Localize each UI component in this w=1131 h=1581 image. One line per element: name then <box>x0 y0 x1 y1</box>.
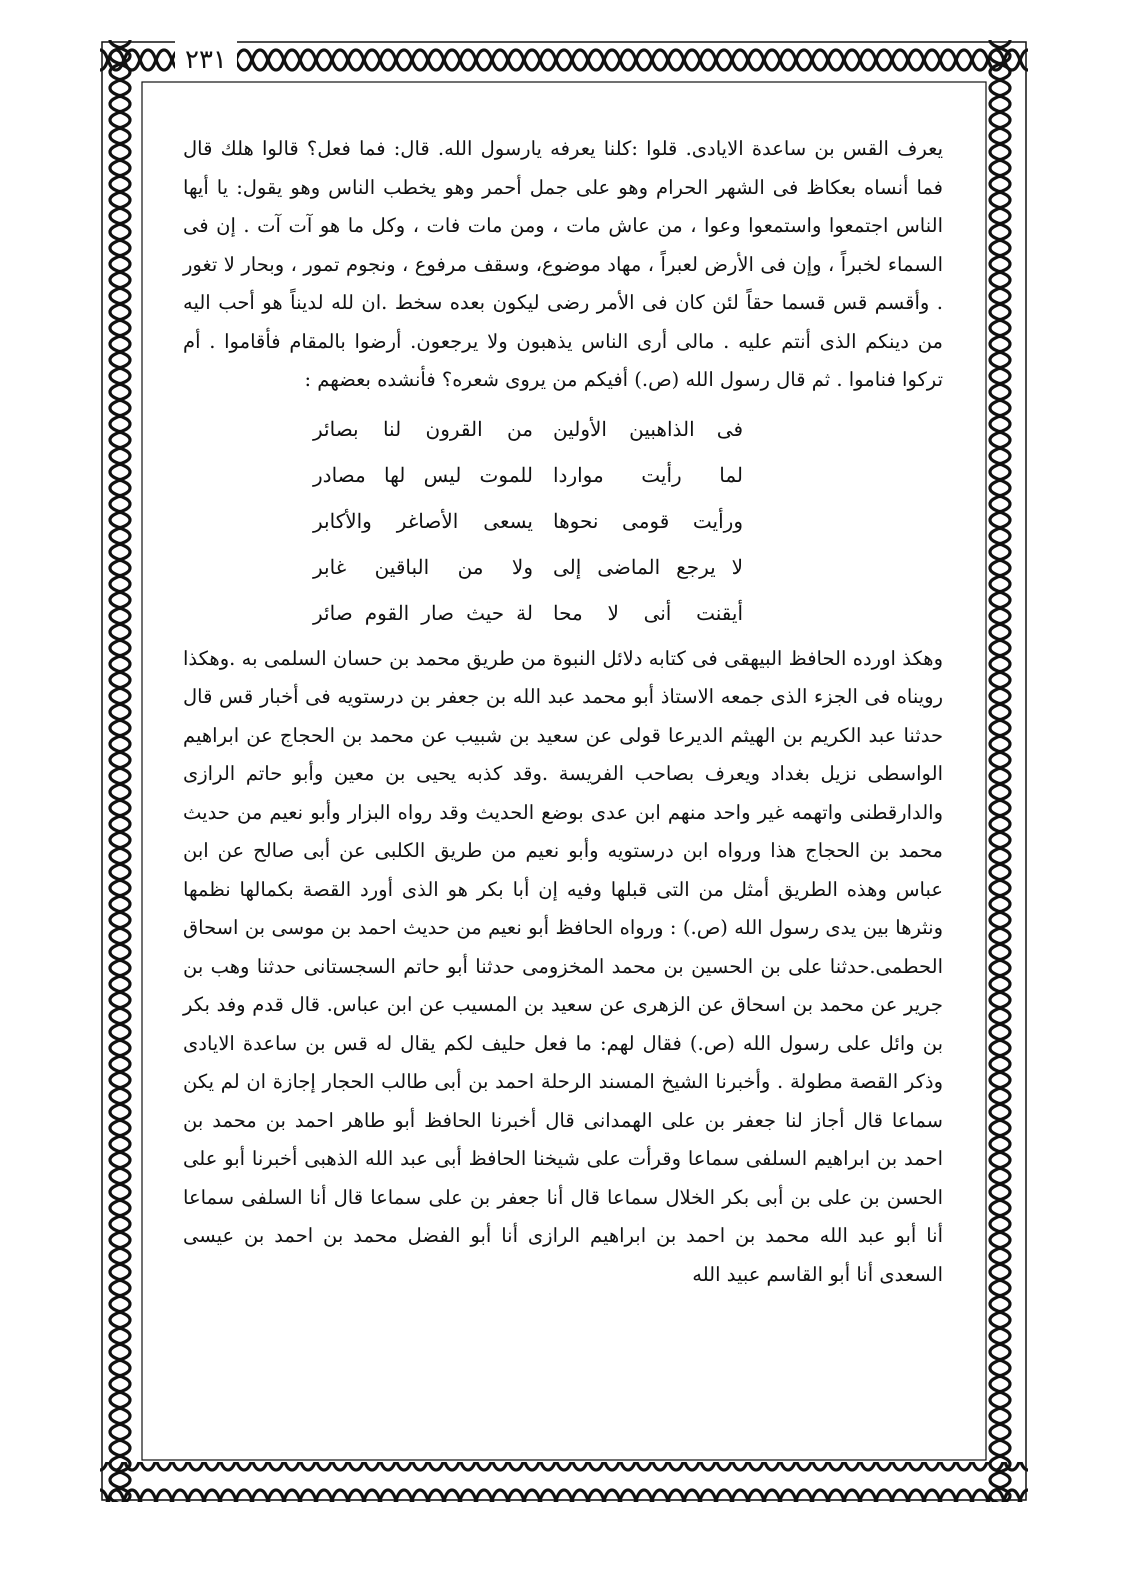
verse-second-hemistich: ولا من الباقين غابر <box>313 554 533 579</box>
poem-verse <box>183 590 743 636</box>
poem-verse <box>183 452 743 498</box>
poem <box>183 406 943 636</box>
verse-first-hemistich: ورأيت قومى نحوها <box>553 508 743 533</box>
body-paragraph: وهكذ اورده الحافظ البيهقى فى كتابه دلائل النبوة من طريق محمد بن حسان السلمى به .وهكذا رويناه فى الجزء الذى جمعه الاستاذ أبو محمد عبد الله بن جعفر بن درستويه فى أخبار قس قال حدثنا عبد الكريم بن الهيثم الديرعا قولى عن سعيد بن شبيب عن محمد بن الحجاج عن ابراهيم الواسطى نزيل بغداد ويعرف بصاحب الفريسة .وقد كذبه يحيى بن معين وأبو حاتم الرازى والدارقطنى واتهمه غير واحد منهم ابن عدى بوضع الحديث وقد رواه البزار وأبو نعيم من حديث محمد بن الحجاج هذا ورواه ابن درستويه وأبو نعيم من طريق الكلبى عن أبى صالح عن ابن عباس وهذه الطريق أمثل من التى قبلها وفيه إن أبا بكر هو الذى أورد القصة بكمالها نظمها ونثرها بين يدى رسول الله (ص.) : ورواه الحافظ أبو نعيم من حديث احمد بن موسى بن اسحاق الحطمى.حدثنا على بن الحسين بن محمد المخزومى حدثنا أبو حاتم السجستانى حدثنا وهب بن جرير عن محمد بن اسحاق عن الزهرى عن سعيد بن المسيب عن ابن عباس. قال قدم وفد بكر بن وائل على رسول الله (ص.) فقال لهم: ما فعل حليف لكم يقال له قس بن ساعدة الايادى وذكر القصة مطولة . وأخبرنا الشيخ المسند الرحلة احمد بن أبى طالب الحجار إجازة ان لم يكن سماعا قال أجاز لنا جعفر بن على الهمدانى قال أخبرنا الحافظ أبو طاهر احمد بن محمد بن احمد بن ابراهيم السلفى سماعا وقرأت على شيخنا الحافظ أبى عبد الله الذهبى أخبرنا أبو على الحسن بن على بن أبى بكر الخلال سماعا قال أنا جعفر بن على سماعا قال أنا السلفى سماعا أنا أبو عبد الله محمد بن احمد بن ابراهيم الرازى أنا أبو الفضل محمد بن احمد بن عيسى السعدى أنا أبو القاسم عبيد الله <box>183 646 943 1286</box>
verse-first-hemistich: لما رأيت مواردا <box>553 462 743 487</box>
verse-second-hemistich: لة حيث صار القوم صائر <box>313 600 533 625</box>
page-number: ٢٣١ <box>175 40 237 80</box>
verse-second-hemistich: يسعى الأصاغر والأكابر <box>313 508 533 533</box>
poem-verse <box>183 406 743 452</box>
verse-second-hemistich: للموت ليس لها مصادر <box>313 462 533 487</box>
verse-first-hemistich: لا يرجع الماضى إلى <box>553 554 743 579</box>
poem-verse <box>183 498 743 544</box>
verse-first-hemistich: فى الذاهبين الأولين <box>553 416 743 441</box>
poem-verse <box>183 544 743 590</box>
verse-second-hemistich: من القرون لنا بصائر <box>313 416 533 441</box>
verse-first-hemistich: أيقنت أنى لا محا <box>553 600 743 625</box>
intro-paragraph: يعرف القس بن ساعدة الايادى. قلوا :كلنا يعرفه يارسول الله. قال: فما فعل؟ قالوا هلك قال فما أنساه بعكاظ فى الشهر الحرام وهو على جمل أحمر وهو يخطب الناس وهو يقول: يا أيها الناس اجتمعوا واستمعوا وعوا ، من عاش مات ، ومن مات فات ، وكل ما هو آت آت . إن فى السماء لخبراً ، وإن فى الأرض لعبراً ، مهاد موضوع، وسقف مرفوع ، ونجوم تمور ، وبحار لا تغور . وأقسم قس قسما حقاً لئن كان فى الأمر رضى ليكون بعده سخط .ان لله لديناً هو أحب اليه من دينكم الذى أنتم عليه . مالى أرى الناس يذهبون ولا يرجعون. أرضوا بالمقام فأقاموا . أم تركوا فناموا . ثم قال رسول الله (ص.) أفيكم من يروى شعره؟ فأنشده بعضهم : <box>183 137 943 391</box>
page-content <box>183 130 943 1460</box>
